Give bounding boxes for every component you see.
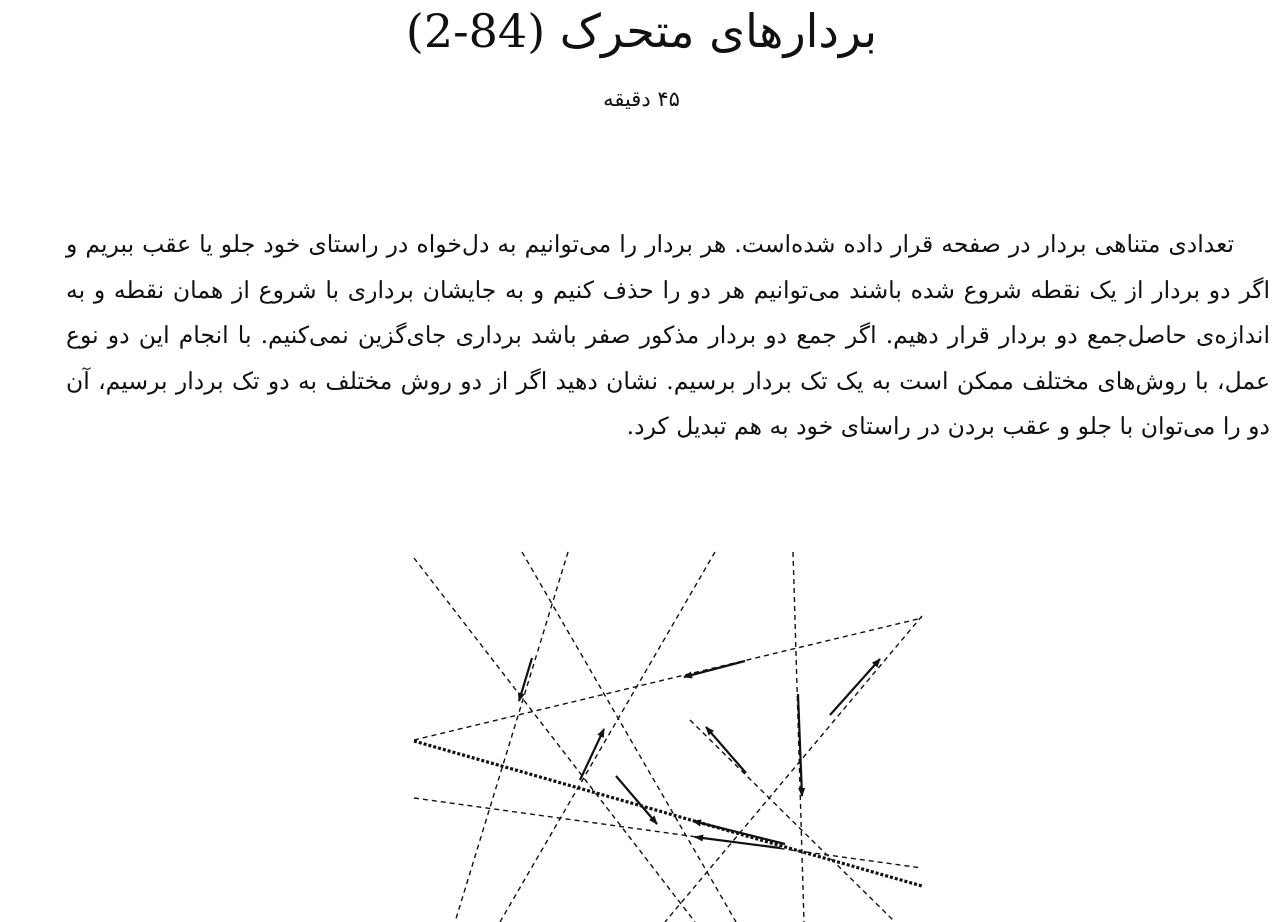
vector-figure: [0, 548, 1283, 922]
dashed-line: [414, 798, 922, 868]
vector-diagram: [0, 548, 1283, 922]
dashed-line: [690, 720, 895, 922]
vector-arrow: [519, 658, 532, 701]
vector-arrow: [830, 659, 880, 715]
vector-arrow: [693, 821, 785, 844]
dashed-line: [665, 616, 922, 922]
dashed-line: [500, 552, 715, 922]
dashed-line: [793, 552, 804, 922]
dashed-line: [414, 618, 922, 740]
vector-arrow: [580, 729, 604, 780]
duration-label: ۴۵ دقیقه: [603, 87, 680, 111]
vector-arrow: [684, 661, 745, 677]
vector-arrow: [706, 727, 746, 773]
page-title: بردارهای متحرک (84-2): [405, 4, 878, 58]
dashed-line: [455, 552, 568, 922]
dashed-line: [414, 558, 695, 922]
thick-dotted-line: [414, 741, 922, 886]
dashed-line: [522, 552, 736, 922]
problem-statement: تعدادی متناهی بردار در صفحه قرار داده شده‌است. هر بردار را می‌توانیم به دل‌خواه در راستای خود جلو یا عقب ببریم و اگر دو بردار از یک نقطه شروع شده باشند می‌توانیم هر دو را حذف کنیم و به جایشان برداری با شروع از همان نقطه و به اندازه‌ی حاصل‌جمع دو بردار قرار دهیم. اگر جمع دو بردار مذکور صفر باشد برداری جای‌گزین نمی‌کنیم. با انجام این دو نوع عمل، با روش‌های مختلف ممکن است به یک تک بردار برسیم. نشان دهید اگر از دو روش مختلف به دو تک بردار برسیم، آن دو را می‌توان با جلو و عقب بردن در راستای خود به هم تبدیل کرد.: [66, 230, 1270, 440]
